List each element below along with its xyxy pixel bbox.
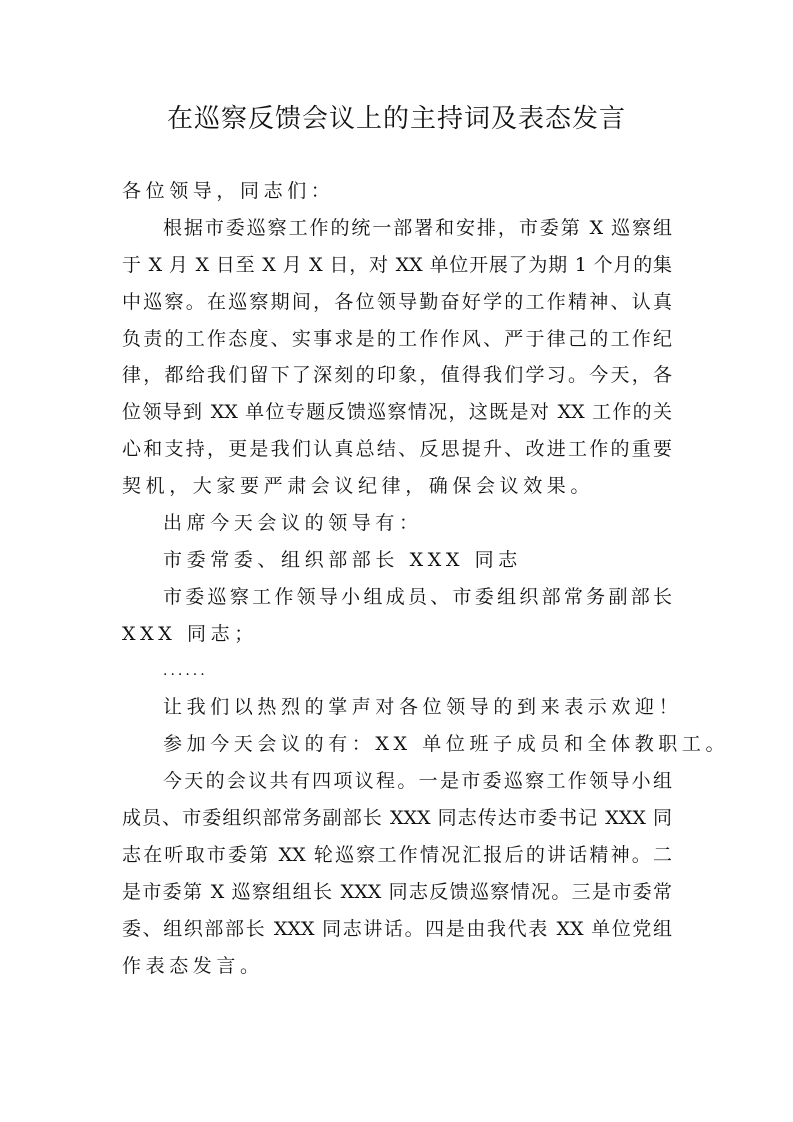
text-line: 让我们以热烈的掌声对各位领导的到来表示欢迎！ [163, 696, 683, 719]
document-body [122, 173, 730, 985]
text-line: 负责的工作态度、实事求是的工作作风、严于律己的工作纪 [122, 327, 672, 350]
text-line: 市委巡察工作领导小组成员、市委组织部常务副部长 [163, 585, 672, 608]
text-line: 律，都给我们留下了深刻的印象，值得我们学习。今天，各 [122, 364, 672, 387]
text-line: 中巡察。在巡察期间，各位领导勤奋好学的工作精神、认真 [122, 290, 672, 313]
ellipsis-line: ...... [163, 662, 208, 679]
text-line: 契机，大家要严肃会议纪律，确保会议效果。 [122, 475, 595, 498]
text-line: 成员、市委组织部常务副部长 XXX 同志传达市委书记 XXX 同 [122, 807, 672, 830]
text-line: XXX 同志； [122, 622, 258, 645]
document-title: 在巡察反馈会议上的主持词及表态发言 [166, 104, 626, 134]
text-line: 志在听取市委第 XX 轮巡察工作情况汇报后的讲话精神。二 [122, 844, 672, 867]
text-line: 于 X 月 X 日至 X 月 X 日，对 XX 单位开展了为期 1 个月的集 [122, 253, 672, 276]
text-line: 委、组织部部长 XXX 同志讲话。四是由我代表 XX 单位党组 [122, 917, 672, 940]
text-line: 今天的会议共有四项议程。一是市委巡察工作领导小组 [163, 770, 672, 793]
text-line: 位领导到 XX 单位专题反馈巡察情况，这既是对 XX 工作的关 [122, 401, 672, 424]
text-line: 作表态发言。 [122, 954, 264, 977]
text-line: 各位领导，同志们： [122, 180, 335, 202]
text-line: 根据市委巡察工作的统一部署和安排，市委第 X 巡察组 [163, 216, 672, 239]
text-line: 市委常委、组织部部长 XXX 同志 [163, 548, 522, 571]
text-line: 出席今天会议的领导有： [163, 512, 423, 535]
text-line: 参加今天会议的有：XX 单位班子成员和全体教职工。 [163, 733, 730, 756]
text-line: 心和支持，更是我们认真总结、反思提升、改进工作的重要 [122, 438, 672, 461]
text-line: 是市委第 X 巡察组组长 XXX 同志反馈巡察情况。三是市委常 [122, 880, 672, 903]
